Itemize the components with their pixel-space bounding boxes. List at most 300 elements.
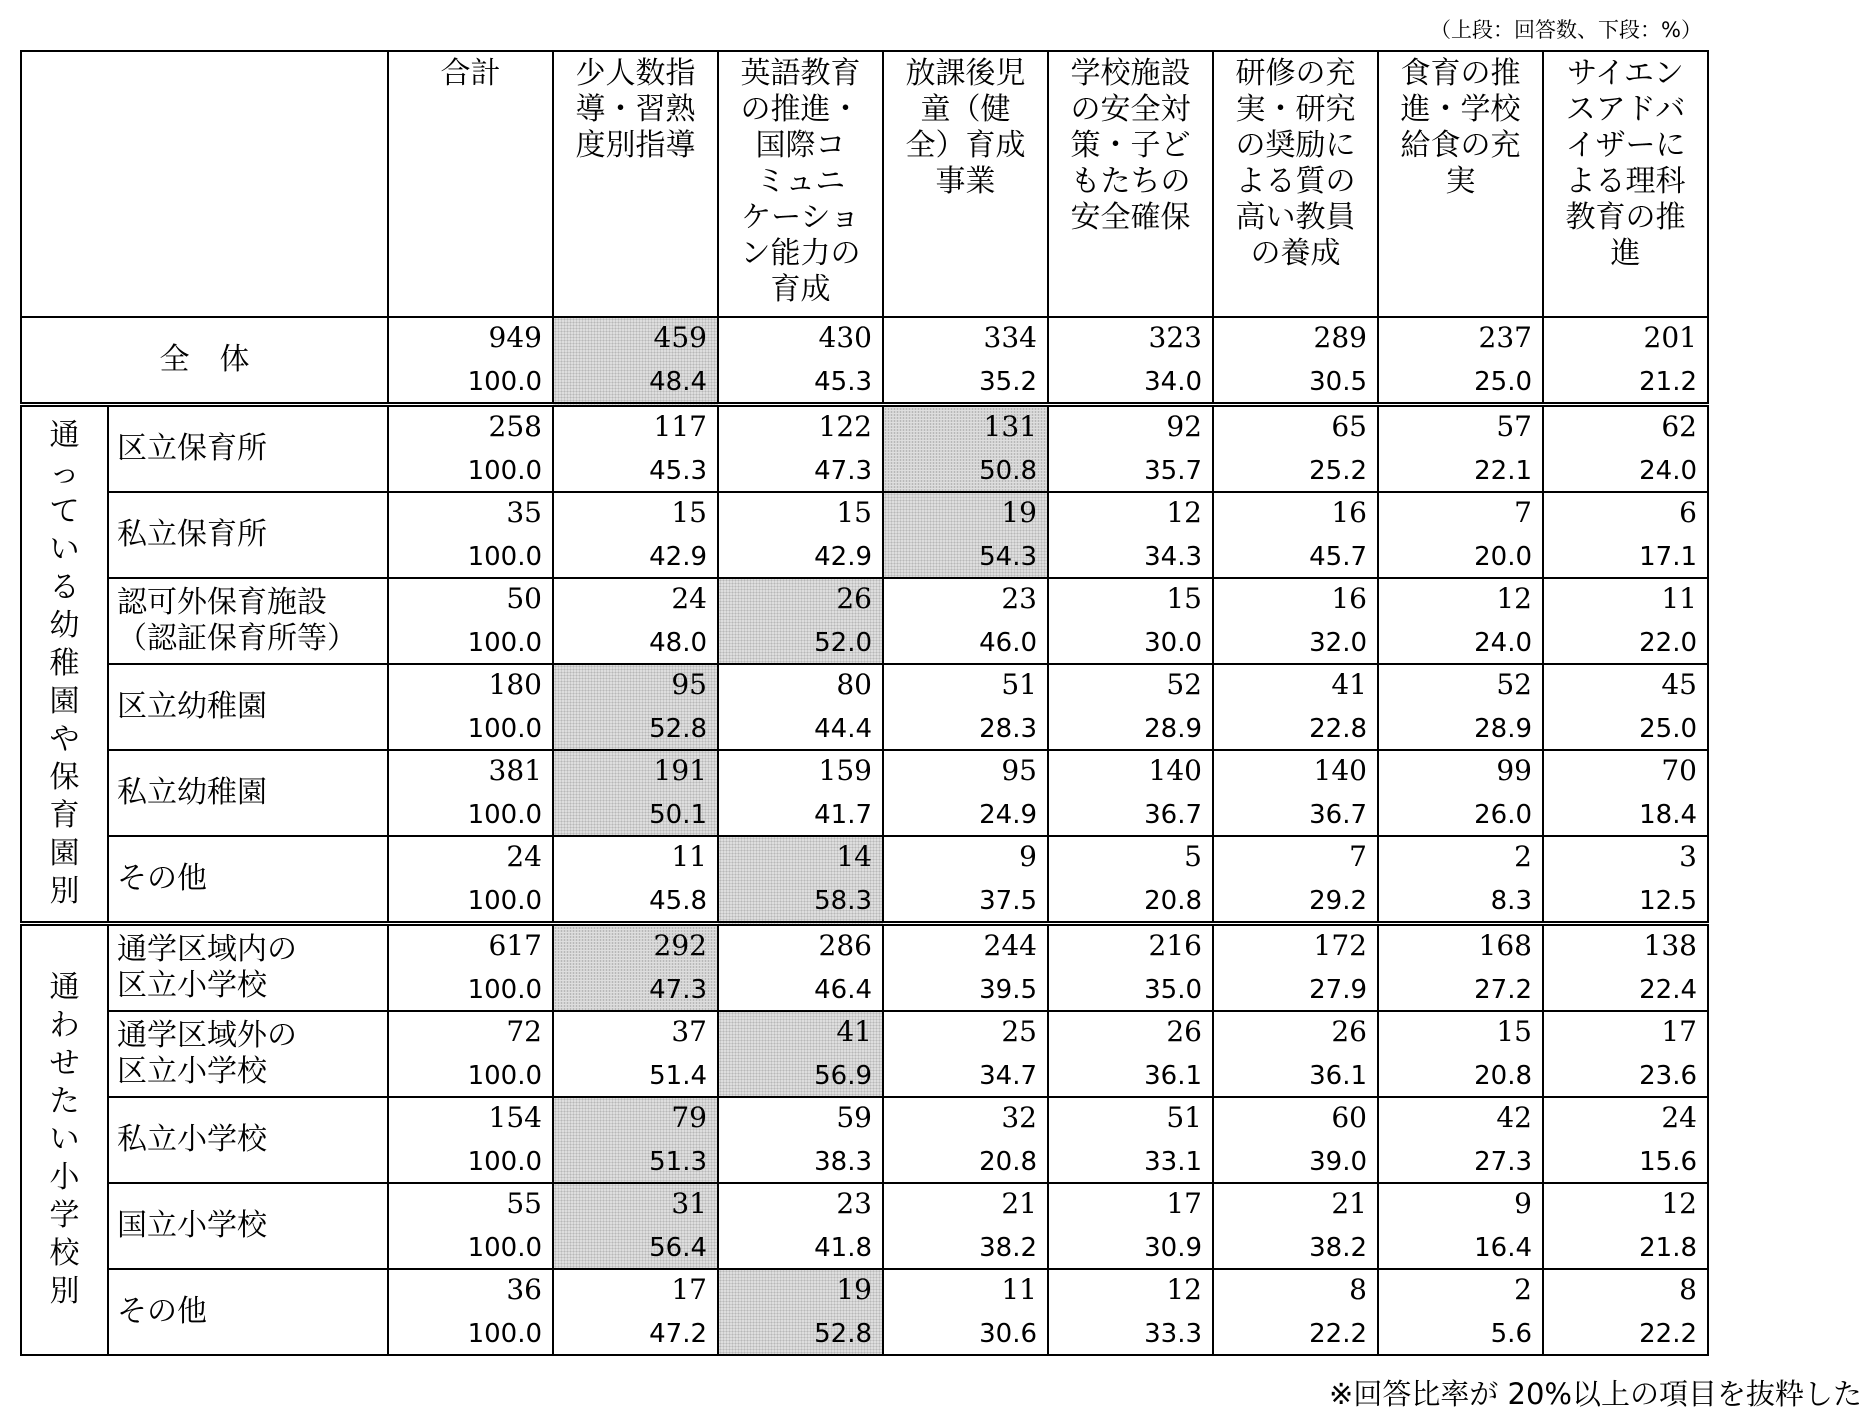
row-label: 全 体 xyxy=(21,317,388,405)
count-value: 15 xyxy=(1166,582,1202,615)
count-value: 17 xyxy=(1661,1015,1697,1048)
value-cell xyxy=(883,1011,1048,1097)
value-cell xyxy=(553,1269,718,1355)
count-value: 52 xyxy=(1496,668,1532,701)
count-value: 131 xyxy=(983,410,1037,443)
count-value: 5 xyxy=(1184,840,1202,873)
value-cell xyxy=(388,750,553,836)
header-row xyxy=(21,51,1708,317)
group-label-text: 通っている幼稚園や保育園別 xyxy=(49,418,80,909)
value-cell xyxy=(1048,836,1213,924)
percent-value: 32.0 xyxy=(1309,628,1367,658)
percent-value: 36.1 xyxy=(1309,1061,1367,1091)
value-cell xyxy=(1213,317,1378,405)
count-value: 8 xyxy=(1349,1273,1367,1306)
count-value: 949 xyxy=(488,321,542,354)
count-value: 2 xyxy=(1514,840,1532,873)
value-cell xyxy=(1543,750,1708,836)
count-value: 41 xyxy=(836,1015,872,1048)
value-cell xyxy=(388,317,553,405)
percent-value: 29.2 xyxy=(1309,886,1367,916)
column-header xyxy=(553,51,718,317)
table-row xyxy=(21,664,1708,750)
count-value: 237 xyxy=(1478,321,1532,354)
count-value: 42 xyxy=(1496,1101,1532,1134)
percent-value: 25.0 xyxy=(1474,367,1532,397)
percent-value: 58.3 xyxy=(814,886,872,916)
count-value: 258 xyxy=(488,410,542,443)
value-cell xyxy=(883,750,1048,836)
value-cell xyxy=(883,1269,1048,1355)
percent-value: 44.4 xyxy=(814,714,872,744)
value-cell xyxy=(1048,1097,1213,1183)
count-value: 60 xyxy=(1331,1101,1367,1134)
percent-value: 41.7 xyxy=(814,800,872,830)
percent-value: 22.2 xyxy=(1309,1319,1367,1349)
percent-value: 36.1 xyxy=(1144,1061,1202,1091)
value-cell xyxy=(1378,750,1543,836)
count-value: 138 xyxy=(1643,929,1697,962)
count-value: 117 xyxy=(653,410,707,443)
percent-value: 50.8 xyxy=(979,456,1037,486)
row-label: 通学区域外の 区立小学校 xyxy=(108,1011,388,1097)
count-value: 12 xyxy=(1661,1187,1697,1220)
value-cell xyxy=(718,317,883,405)
value-cell xyxy=(1543,317,1708,405)
count-value: 59 xyxy=(836,1101,872,1134)
count-value: 36 xyxy=(506,1273,542,1306)
count-value: 70 xyxy=(1661,754,1697,787)
percent-value: 100.0 xyxy=(467,628,542,658)
percent-value: 52.8 xyxy=(814,1319,872,1349)
value-cell xyxy=(1543,1011,1708,1097)
percent-value: 34.0 xyxy=(1144,367,1202,397)
value-cell xyxy=(1048,1183,1213,1269)
count-value: 11 xyxy=(671,840,707,873)
percent-value: 39.5 xyxy=(979,975,1037,1005)
value-cell xyxy=(553,405,718,493)
column-header xyxy=(1543,51,1708,317)
column-header xyxy=(1048,51,1213,317)
percent-value: 24.0 xyxy=(1639,456,1697,486)
percent-value: 45.3 xyxy=(649,456,707,486)
count-value: 15 xyxy=(1496,1015,1532,1048)
count-value: 65 xyxy=(1331,410,1367,443)
count-value: 168 xyxy=(1478,929,1532,962)
percent-value: 24.0 xyxy=(1474,628,1532,658)
count-value: 21 xyxy=(1001,1187,1037,1220)
value-cell xyxy=(1378,1183,1543,1269)
count-value: 11 xyxy=(1661,582,1697,615)
percent-value: 100.0 xyxy=(467,1061,542,1091)
percent-value: 28.3 xyxy=(979,714,1037,744)
count-value: 216 xyxy=(1148,929,1202,962)
count-value: 80 xyxy=(836,668,872,701)
table-row-total xyxy=(21,317,1708,405)
value-cell xyxy=(553,750,718,836)
value-cell xyxy=(718,1183,883,1269)
percent-value: 34.3 xyxy=(1144,542,1202,572)
value-cell xyxy=(1213,924,1378,1012)
value-cell xyxy=(553,924,718,1012)
percent-value: 22.2 xyxy=(1639,1319,1697,1349)
value-cell xyxy=(1213,1097,1378,1183)
value-cell xyxy=(1213,1011,1378,1097)
percent-value: 42.9 xyxy=(649,542,707,572)
percent-value: 51.3 xyxy=(649,1147,707,1177)
percent-value: 100.0 xyxy=(467,542,542,572)
count-value: 15 xyxy=(836,496,872,529)
percent-value: 27.3 xyxy=(1474,1147,1532,1177)
percent-value: 100.0 xyxy=(467,886,542,916)
table-row xyxy=(21,578,1708,664)
percent-value: 16.4 xyxy=(1474,1233,1532,1263)
percent-value: 17.1 xyxy=(1639,542,1697,572)
percent-value: 38.3 xyxy=(814,1147,872,1177)
percent-value: 100.0 xyxy=(467,1233,542,1263)
count-value: 51 xyxy=(1166,1101,1202,1134)
value-cell xyxy=(883,492,1048,578)
column-header-label: サイエン スアドバ イザーに よる理科 教育の推 進 xyxy=(1565,56,1686,271)
count-value: 35 xyxy=(506,496,542,529)
count-value: 19 xyxy=(1001,496,1037,529)
table-row xyxy=(21,405,1708,493)
value-cell xyxy=(388,836,553,924)
count-value: 617 xyxy=(488,929,542,962)
value-cell xyxy=(1213,405,1378,493)
value-cell xyxy=(883,836,1048,924)
count-value: 23 xyxy=(1001,582,1037,615)
count-value: 32 xyxy=(1001,1101,1037,1134)
value-cell xyxy=(1378,836,1543,924)
value-cell xyxy=(1048,492,1213,578)
count-value: 17 xyxy=(671,1273,707,1306)
value-cell xyxy=(553,836,718,924)
value-cell xyxy=(1378,405,1543,493)
value-cell xyxy=(718,924,883,1012)
percent-value: 20.0 xyxy=(1474,542,1532,572)
value-cell xyxy=(718,578,883,664)
count-value: 286 xyxy=(818,929,872,962)
count-value: 3 xyxy=(1679,840,1697,873)
value-cell xyxy=(1378,664,1543,750)
percent-value: 45.7 xyxy=(1309,542,1367,572)
count-value: 55 xyxy=(506,1187,542,1220)
count-value: 57 xyxy=(1496,410,1532,443)
value-cell xyxy=(718,492,883,578)
count-value: 159 xyxy=(818,754,872,787)
count-value: 16 xyxy=(1331,582,1367,615)
row-label: 私立小学校 xyxy=(108,1097,388,1183)
count-value: 95 xyxy=(1001,754,1037,787)
percent-value: 33.1 xyxy=(1144,1147,1202,1177)
value-cell xyxy=(388,492,553,578)
column-header-label: 食育の推 進・学校 給食の充 実 xyxy=(1400,56,1521,199)
percent-value: 35.7 xyxy=(1144,456,1202,486)
value-cell xyxy=(883,578,1048,664)
value-cell xyxy=(1543,664,1708,750)
value-cell xyxy=(1213,492,1378,578)
percent-value: 100.0 xyxy=(467,1319,542,1349)
count-value: 37 xyxy=(671,1015,707,1048)
table-row xyxy=(21,750,1708,836)
value-cell xyxy=(1378,1011,1543,1097)
row-label: 私立保育所 xyxy=(108,492,388,578)
value-cell xyxy=(553,664,718,750)
count-value: 7 xyxy=(1349,840,1367,873)
value-cell xyxy=(1543,836,1708,924)
count-value: 244 xyxy=(983,929,1037,962)
percent-value: 33.3 xyxy=(1144,1319,1202,1349)
percent-value: 22.0 xyxy=(1639,628,1697,658)
percent-value: 20.8 xyxy=(1144,886,1202,916)
count-value: 430 xyxy=(818,321,872,354)
percent-value: 52.0 xyxy=(814,628,872,658)
count-value: 140 xyxy=(1148,754,1202,787)
value-cell xyxy=(1213,664,1378,750)
value-cell xyxy=(553,1183,718,1269)
column-header-label: 少人数指 導・習熟 度別指導 xyxy=(575,56,696,163)
count-value: 6 xyxy=(1679,496,1697,529)
percent-value: 47.3 xyxy=(814,456,872,486)
percent-value: 45.3 xyxy=(814,367,872,397)
value-cell xyxy=(718,664,883,750)
column-header-label: 合計 xyxy=(440,56,501,91)
percent-value: 35.0 xyxy=(1144,975,1202,1005)
count-value: 26 xyxy=(1166,1015,1202,1048)
percent-value: 12.5 xyxy=(1639,886,1697,916)
percent-value: 34.7 xyxy=(979,1061,1037,1091)
count-value: 50 xyxy=(506,582,542,615)
value-cell xyxy=(553,492,718,578)
count-value: 99 xyxy=(1496,754,1532,787)
value-cell xyxy=(1543,492,1708,578)
count-value: 7 xyxy=(1514,496,1532,529)
count-value: 8 xyxy=(1679,1273,1697,1306)
value-cell xyxy=(1378,492,1543,578)
percent-value: 30.5 xyxy=(1309,367,1367,397)
count-value: 51 xyxy=(1001,668,1037,701)
value-cell xyxy=(553,317,718,405)
value-cell xyxy=(388,405,553,493)
count-value: 25 xyxy=(1001,1015,1037,1048)
value-cell xyxy=(718,1269,883,1355)
count-value: 122 xyxy=(818,410,872,443)
percent-value: 54.3 xyxy=(979,542,1037,572)
count-value: 17 xyxy=(1166,1187,1202,1220)
value-cell xyxy=(1048,924,1213,1012)
percent-value: 46.0 xyxy=(979,628,1037,658)
value-cell xyxy=(1378,924,1543,1012)
count-value: 12 xyxy=(1166,496,1202,529)
count-value: 23 xyxy=(836,1187,872,1220)
value-cell xyxy=(1048,664,1213,750)
percent-value: 42.9 xyxy=(814,542,872,572)
count-value: 26 xyxy=(1331,1015,1367,1048)
count-value: 459 xyxy=(653,321,707,354)
value-cell xyxy=(1543,1269,1708,1355)
count-value: 16 xyxy=(1331,496,1367,529)
percent-value: 47.3 xyxy=(649,975,707,1005)
column-header xyxy=(883,51,1048,317)
column-header-label: 放課後児 童（健 全）育成 事業 xyxy=(905,56,1026,199)
percent-value: 18.4 xyxy=(1639,800,1697,830)
count-value: 24 xyxy=(506,840,542,873)
table-row xyxy=(21,1011,1708,1097)
percent-value: 50.1 xyxy=(649,800,707,830)
percent-value: 100.0 xyxy=(467,456,542,486)
percent-value: 38.2 xyxy=(979,1233,1037,1263)
percent-value: 100.0 xyxy=(467,975,542,1005)
group-label xyxy=(21,924,108,1356)
count-value: 154 xyxy=(488,1101,542,1134)
table-row xyxy=(21,836,1708,924)
table-row xyxy=(21,492,1708,578)
value-cell xyxy=(1213,578,1378,664)
row-label: 区立幼稚園 xyxy=(108,664,388,750)
group-label xyxy=(21,405,108,924)
percent-value: 30.0 xyxy=(1144,628,1202,658)
percent-value: 28.9 xyxy=(1144,714,1202,744)
value-cell xyxy=(1048,317,1213,405)
count-value: 9 xyxy=(1514,1187,1532,1220)
value-cell xyxy=(718,836,883,924)
percent-value: 22.4 xyxy=(1639,975,1697,1005)
count-value: 31 xyxy=(671,1187,707,1220)
percent-value: 25.0 xyxy=(1639,714,1697,744)
value-cell xyxy=(553,1097,718,1183)
count-value: 289 xyxy=(1313,321,1367,354)
value-cell xyxy=(1543,924,1708,1012)
column-header xyxy=(1213,51,1378,317)
value-cell xyxy=(718,405,883,493)
column-header-label: 学校施設 の安全対 策・子ど もたちの 安全確保 xyxy=(1070,56,1191,235)
percent-value: 24.9 xyxy=(979,800,1037,830)
table-row xyxy=(21,1097,1708,1183)
value-cell xyxy=(553,578,718,664)
count-value: 19 xyxy=(836,1273,872,1306)
percent-value: 20.8 xyxy=(979,1147,1037,1177)
row-label: その他 xyxy=(108,836,388,924)
count-value: 381 xyxy=(488,754,542,787)
value-cell xyxy=(718,1011,883,1097)
row-label: 通学区域内の 区立小学校 xyxy=(108,924,388,1012)
percent-value: 23.6 xyxy=(1639,1061,1697,1091)
value-cell xyxy=(1213,1183,1378,1269)
value-cell xyxy=(1048,1269,1213,1355)
value-cell xyxy=(388,1269,553,1355)
value-cell xyxy=(718,750,883,836)
column-header-label: 英語教育 の推進・ 国際コ ミュニ ケーショ ン能力の 育成 xyxy=(740,56,861,307)
percent-value: 45.8 xyxy=(649,886,707,916)
row-label: 国立小学校 xyxy=(108,1183,388,1269)
percent-value: 21.2 xyxy=(1639,367,1697,397)
count-value: 79 xyxy=(671,1101,707,1134)
count-value: 140 xyxy=(1313,754,1367,787)
percent-value: 47.2 xyxy=(649,1319,707,1349)
value-cell xyxy=(883,1097,1048,1183)
value-cell xyxy=(1048,578,1213,664)
value-cell xyxy=(1213,836,1378,924)
count-value: 21 xyxy=(1331,1187,1367,1220)
percent-value: 36.7 xyxy=(1309,800,1367,830)
value-cell xyxy=(883,924,1048,1012)
count-value: 9 xyxy=(1019,840,1037,873)
footnote: ※回答比率が 20%以上の項目を抜粋した xyxy=(1329,1377,1862,1411)
column-header xyxy=(1378,51,1543,317)
value-cell xyxy=(883,317,1048,405)
table-row xyxy=(21,1269,1708,1355)
count-value: 62 xyxy=(1661,410,1697,443)
value-cell xyxy=(388,578,553,664)
percent-value: 28.9 xyxy=(1474,714,1532,744)
count-value: 191 xyxy=(653,754,707,787)
row-label: その他 xyxy=(108,1269,388,1355)
count-value: 2 xyxy=(1514,1273,1532,1306)
count-value: 24 xyxy=(671,582,707,615)
count-value: 334 xyxy=(983,321,1037,354)
percent-value: 46.4 xyxy=(814,975,872,1005)
count-value: 95 xyxy=(671,668,707,701)
count-value: 15 xyxy=(671,496,707,529)
percent-value: 36.7 xyxy=(1144,800,1202,830)
table-row xyxy=(21,924,1708,1012)
corner-cell xyxy=(21,51,388,317)
count-value: 92 xyxy=(1166,410,1202,443)
percent-value: 27.2 xyxy=(1474,975,1532,1005)
count-value: 12 xyxy=(1496,582,1532,615)
percent-value: 27.9 xyxy=(1309,975,1367,1005)
percent-value: 100.0 xyxy=(467,367,542,397)
count-value: 323 xyxy=(1148,321,1202,354)
percent-value: 5.6 xyxy=(1490,1319,1532,1349)
row-label: 私立幼稚園 xyxy=(108,750,388,836)
value-cell xyxy=(1378,578,1543,664)
value-cell xyxy=(388,664,553,750)
column-header xyxy=(388,51,553,317)
survey-table xyxy=(20,50,1709,1356)
percent-value: 51.4 xyxy=(649,1061,707,1091)
value-cell xyxy=(1213,750,1378,836)
percent-value: 35.2 xyxy=(979,367,1037,397)
column-header xyxy=(718,51,883,317)
value-cell xyxy=(388,1097,553,1183)
row-label: 認可外保育施設 （認証保育所等） xyxy=(108,578,388,664)
percent-value: 30.6 xyxy=(979,1319,1037,1349)
count-value: 172 xyxy=(1313,929,1367,962)
value-cell xyxy=(883,405,1048,493)
percent-value: 25.2 xyxy=(1309,456,1367,486)
percent-value: 48.4 xyxy=(649,367,707,397)
value-cell xyxy=(1543,1183,1708,1269)
column-header-label: 研修の充 実・研究 の奨励に よる質の 高い教員 の養成 xyxy=(1235,56,1356,271)
value-cell xyxy=(553,1011,718,1097)
percent-value: 100.0 xyxy=(467,1147,542,1177)
count-value: 52 xyxy=(1166,668,1202,701)
percent-value: 39.0 xyxy=(1309,1147,1367,1177)
percent-value: 56.4 xyxy=(649,1233,707,1263)
table-body xyxy=(21,317,1708,1355)
value-cell xyxy=(1543,1097,1708,1183)
percent-value: 37.5 xyxy=(979,886,1037,916)
table-row xyxy=(21,1183,1708,1269)
value-cell xyxy=(1543,578,1708,664)
unit-note: （上段：回答数、下段：%） xyxy=(1430,18,1702,42)
count-value: 201 xyxy=(1643,321,1697,354)
count-value: 26 xyxy=(836,582,872,615)
count-value: 180 xyxy=(488,668,542,701)
percent-value: 15.6 xyxy=(1639,1147,1697,1177)
